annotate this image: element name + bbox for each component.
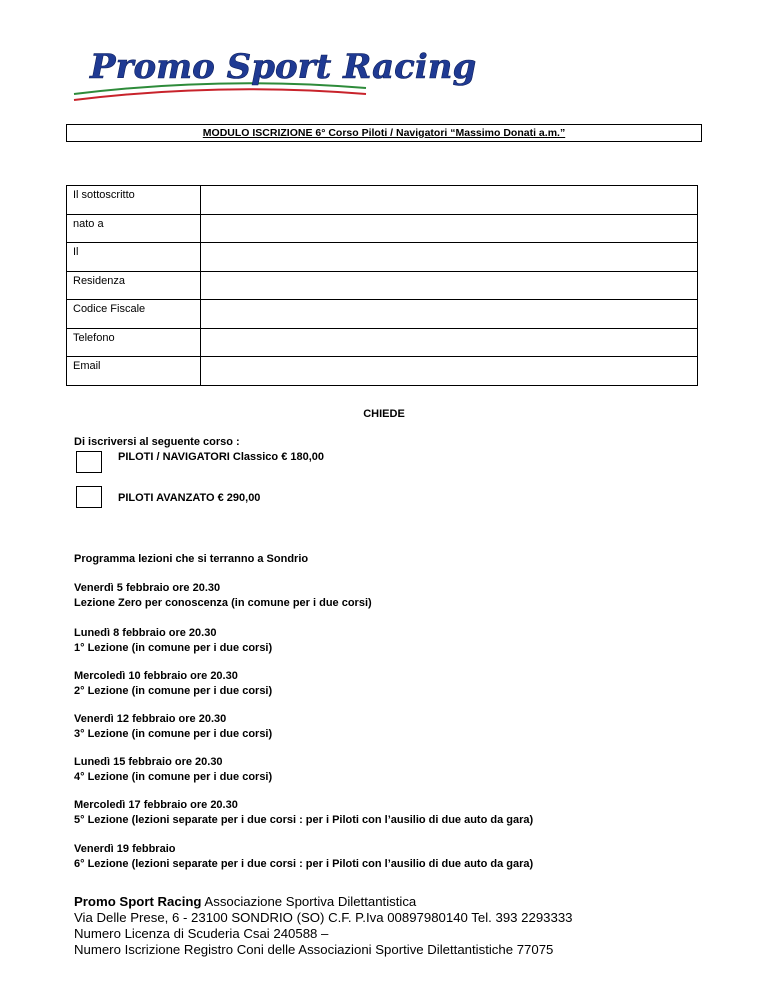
lesson-date: Venerdì 5 febbraio ore 20.30 <box>74 582 221 594</box>
registration-form-table <box>66 185 698 386</box>
lesson-date: Mercoledì 17 febbraio ore 20.30 <box>74 799 238 811</box>
footer <box>74 894 573 958</box>
option-avanzato-label: PILOTI AVANZATO € 290,00 <box>118 492 261 504</box>
form-field-label: Il sottoscritto <box>67 186 201 215</box>
footer-line1: Associazione Sportiva Dilettantistica <box>201 894 417 909</box>
lesson-date: Venerdì 19 febbraio <box>74 843 176 855</box>
lesson-date: Mercoledì 10 febbraio ore 20.30 <box>74 670 238 682</box>
lesson-description: Lezione Zero per conoscenza (in comune per i due corsi) <box>74 597 372 609</box>
lesson-description: 1° Lezione (in comune per i due corsi) <box>74 642 273 654</box>
form-title: MODULO ISCRIZIONE 6° Corso Piloti / Navigatori “Massimo Donati a.m.” <box>66 124 702 142</box>
footer-coni: Numero Iscrizione Registro Coni delle Associazioni Sportive Dilettantistiche 77075 <box>74 942 554 957</box>
lesson-description: 2° Lezione (in comune per i due corsi) <box>74 685 273 697</box>
form-row <box>67 243 698 272</box>
form-row <box>67 271 698 300</box>
form-field-label: Telefono <box>67 328 201 357</box>
logo-text: Promo Sport Racing <box>90 47 477 87</box>
form-field-input[interactable] <box>201 357 698 386</box>
footer-license: Numero Licenza di Scuderia Csai 240588 – <box>74 926 329 941</box>
program-title: Programma lezioni che si terranno a Sondrio <box>74 553 309 565</box>
form-field-label: Email <box>67 357 201 386</box>
lesson-description: 3° Lezione (in comune per i due corsi) <box>74 728 273 740</box>
footer-address: Via Delle Prese, 6 - 23100 SONDRIO (SO) C.F. P.Iva 00897980140 Tel. 393 2293333 <box>74 910 573 925</box>
form-field-input[interactable] <box>201 328 698 357</box>
form-field-input[interactable] <box>201 271 698 300</box>
lesson-description: 4° Lezione (in comune per i due corsi) <box>74 771 273 783</box>
promo-sport-racing-logo <box>70 36 477 106</box>
form-row <box>67 300 698 329</box>
chiede-heading: CHIEDE <box>363 408 405 420</box>
lesson-date: Lunedì 15 febbraio ore 20.30 <box>74 756 223 768</box>
form-field-input[interactable] <box>201 214 698 243</box>
form-field-label: Residenza <box>67 271 201 300</box>
option-classico-checkbox[interactable] <box>76 451 102 473</box>
form-row <box>67 186 698 215</box>
course-intro: Di iscriversi al seguente corso : <box>74 436 240 448</box>
option-avanzato-checkbox[interactable] <box>76 486 102 508</box>
footer-brand: Promo Sport Racing <box>74 894 202 909</box>
option-classico-label: PILOTI / NAVIGATORI Classico € 180,00 <box>118 451 325 463</box>
form-field-label: Codice Fiscale <box>67 300 201 329</box>
form-field-input[interactable] <box>201 300 698 329</box>
form-field-input[interactable] <box>201 243 698 272</box>
form-field-label: nato a <box>67 214 201 243</box>
form-row <box>67 328 698 357</box>
form-row <box>67 214 698 243</box>
form-row <box>67 357 698 386</box>
lesson-description: 5° Lezione (lezioni separate per i due corsi : per i Piloti con l’ausilio di due auto da gara) <box>74 814 534 826</box>
form-field-input[interactable] <box>201 186 698 215</box>
lesson-date: Lunedì 8 febbraio ore 20.30 <box>74 627 217 639</box>
form-field-label: Il <box>67 243 201 272</box>
lesson-description: 6° Lezione (lezioni separate per i due corsi : per i Piloti con l’ausilio di due auto da gara) <box>74 858 534 870</box>
lesson-date: Venerdì 12 febbraio ore 20.30 <box>74 713 227 725</box>
